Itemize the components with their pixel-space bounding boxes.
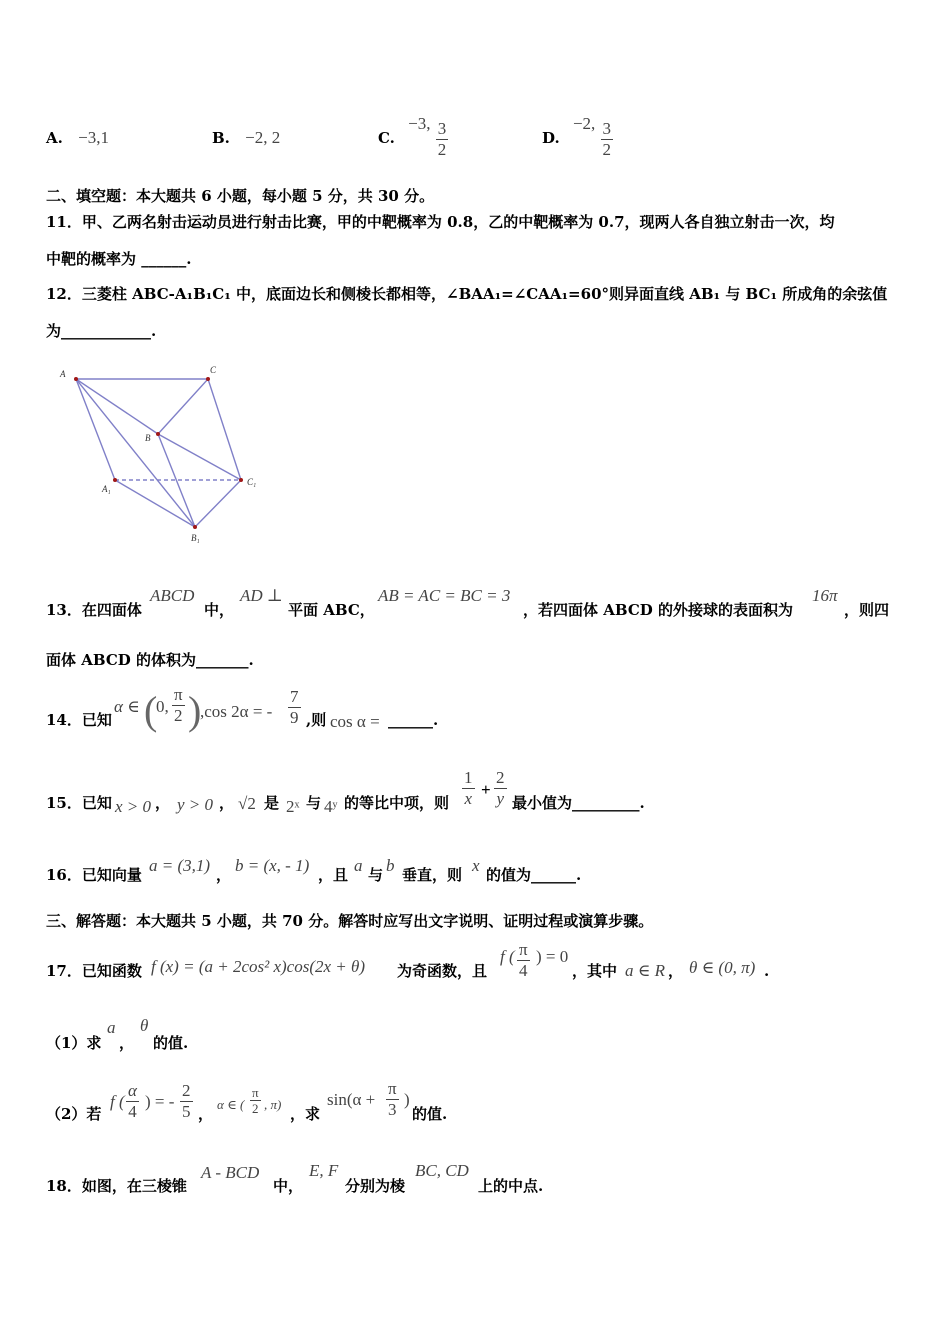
q15-p7: 最小值为_________. [512, 794, 645, 812]
q17-2-m6: ) [404, 1090, 410, 1109]
q13-p1: 13．在四面体 [46, 601, 142, 619]
q18-m1: A - BCD [201, 1163, 260, 1182]
choice-a-label: A. [46, 129, 63, 147]
q18-p3: 分别为棱 [345, 1177, 406, 1195]
label-B1: B₁ [191, 533, 200, 543]
edge-AA1 [76, 379, 115, 480]
q15-m5: 4ʸ [324, 797, 338, 816]
q14-m2: 0, [156, 697, 169, 716]
q17-2-m3: α ∈ ( [217, 1097, 245, 1112]
q13-m4: 16π [812, 586, 838, 605]
q18-m3: BC, CD [415, 1161, 469, 1180]
choice-b-label: B. [212, 129, 230, 147]
q11-line1: 11．甲、乙两名射击运动员进行射击比赛，甲的中靶概率为 0.8，乙的中靶概率为 0.7，现两人各自独立射击一次，均 [46, 213, 835, 231]
q15-p3: ， [219, 794, 235, 812]
label-C: C [210, 365, 217, 375]
section2-heading: 二、填空题：本大题共 6 小题，每小题 5 分，共 30 分。 [46, 187, 435, 205]
q14-paren-open: ( [144, 688, 158, 733]
edge-AB [76, 379, 158, 434]
label-B: B [145, 433, 151, 443]
vertex-A [74, 377, 78, 381]
edge-AB1 [76, 379, 195, 527]
q17-2-m2: ) = - [145, 1092, 175, 1111]
q17-m2: f ( [500, 947, 515, 966]
label-C1: C₁ [247, 477, 257, 487]
q17-2-p2: ， [198, 1105, 214, 1123]
choice-c [378, 104, 448, 160]
q17-2-m5: sin(α + [327, 1090, 376, 1109]
q17-1-m1: a [107, 1018, 116, 1037]
edge-BB1 [158, 434, 195, 527]
q18-p2: 中， [273, 1177, 304, 1195]
q16-m5: x [472, 856, 480, 875]
q13-p5: ，则四 [844, 601, 890, 619]
q16-p6: 的值为______. [486, 866, 582, 884]
choice-d-fraction: $\frac{3}{2}$ [602, 118, 612, 159]
q14-m3: ,cos 2α = - [200, 702, 273, 721]
q14-frac1: $\frac{\pi}{2}$ [174, 685, 183, 725]
q15-p5: 与 [306, 794, 322, 812]
q14-p3: ______. [388, 711, 439, 729]
q17-1-p3: 的值. [153, 1034, 189, 1052]
q16-p1: 16．已知向量 [46, 866, 142, 884]
q15-frac2: $\frac{2}{y}$ [496, 768, 505, 808]
q13-m3: AB = AC = BC = 3 [378, 586, 511, 605]
choice-b [212, 128, 280, 148]
q17-2-p3: ，求 [290, 1105, 321, 1123]
choice-a-value: −3,1 [78, 128, 109, 147]
edge-A1B1 [115, 480, 195, 527]
q17-2-frac2: $\frac{2}{5}$ [182, 1081, 191, 1121]
q17-2-p4: 的值. [412, 1105, 448, 1123]
q13-p3: 平面 ABC， [288, 601, 375, 619]
vertex-B1 [193, 525, 197, 529]
q17-2-frac4: $\frac{\pi}{3}$ [388, 1079, 397, 1119]
q16-p3: ，且 [318, 866, 349, 884]
q15-m1: x > 0 [115, 797, 152, 816]
q16-m1: a = (3,1) [149, 856, 211, 875]
q16-p5: 垂直，则 [402, 866, 463, 884]
q11-line2: 中靶的概率为 ______. [46, 250, 192, 268]
q14-paren-close: ) [188, 688, 202, 733]
q17-2-frac1: $\frac{\alpha}{4}$ [128, 1081, 137, 1121]
q15-p1: 15．已知 [46, 794, 112, 812]
q15-plus: + [481, 780, 491, 799]
q12-line1: 12．三菱柱 ABC-A₁B₁C₁ 中，底面边长和侧棱长都相等，∠BAA₁=∠CAA₁=60°则异面直线 AB₁ 与 BC₁ 所成角的余弦值 [46, 285, 888, 303]
q17-2-p1: （2）若 [46, 1105, 102, 1123]
q16-p2: ， [216, 866, 232, 884]
q17-m1: f (x) = (a + 2cos² x)cos(2x + θ) [151, 957, 366, 976]
q14-m1: α ∈ [114, 697, 140, 716]
choice-b-value: −2, 2 [245, 128, 281, 147]
q17-m4: a ∈ R [625, 961, 665, 980]
q13-m1: ABCD [150, 586, 195, 605]
choice-d-value: −2, [572, 114, 596, 133]
q18-p4: 上的中点. [478, 1177, 544, 1195]
q15-p4: 是 [264, 794, 280, 812]
q15-p6: 的等比中项，则 [344, 794, 450, 812]
q14-interval [144, 685, 202, 733]
q17-2-m4: , π) [264, 1097, 282, 1112]
prism-figure [55, 362, 275, 552]
choice-c-value: −3, [408, 114, 431, 133]
q17-p2: 为奇函数，且 [397, 962, 488, 980]
q16-m4: b [386, 856, 395, 875]
section3-heading: 三、解答题：本大题共 5 小题，共 70 分。解答时应写出文字说明、证明过程或演算步骤。 [46, 912, 654, 930]
choice-a [46, 128, 109, 148]
q17-m5: θ ∈ (0, π) [689, 958, 756, 977]
q15-m3: √2 [238, 794, 256, 813]
q17-frac1: $\frac{\pi}{4}$ [519, 940, 528, 980]
choice-c-fraction: $\frac{3}{2}$ [437, 118, 447, 159]
q18-m2: E, F [309, 1161, 339, 1180]
q17-1-p1: （1）求 [46, 1034, 102, 1052]
q13-m2: AD ⊥ [240, 586, 283, 605]
q15-p2: ， [155, 794, 171, 812]
q17-m3: ) = 0 [536, 947, 569, 966]
q17-2-m1: f ( [110, 1092, 125, 1111]
q16-m2: b = (x, - 1) [235, 856, 310, 875]
q17-p5: . [764, 962, 770, 980]
q14-m4: cos α = [330, 712, 380, 731]
q13-p2: 中， [204, 601, 235, 619]
edge-B1C1 [195, 480, 241, 527]
q17-1-m2: θ [140, 1016, 149, 1035]
q12-line2: 为____________. [46, 322, 157, 340]
q17-1-p2: ， [119, 1034, 135, 1052]
q15-m2: y > 0 [177, 795, 214, 814]
vertex-A1 [113, 478, 117, 482]
q16-m3: a [354, 856, 363, 875]
q14-frac2: $\frac{7}{9}$ [290, 687, 299, 727]
choice-d-label: D. [542, 129, 560, 147]
q14-p2: ,则 [306, 711, 327, 729]
choice-c-label: C. [378, 129, 395, 147]
label-A: A [60, 369, 66, 379]
vertex-C [206, 377, 210, 381]
q13-line2: 面体 ABCD 的体积为_______. [46, 651, 254, 669]
vertex-C1 [239, 478, 243, 482]
q17-p4: ， [668, 962, 684, 980]
q14-p1: 14．已知 [46, 711, 112, 729]
q17-2-frac3: $\frac{\pi}{2}$ [252, 1085, 259, 1116]
q17-p1: 17．已知函数 [46, 962, 142, 980]
q16-p4: 与 [368, 866, 384, 884]
q17-p3: ，其中 [572, 962, 618, 980]
choice-d [542, 104, 613, 160]
q15-frac1: $\frac{1}{x}$ [464, 768, 473, 808]
edge-BC [158, 379, 208, 434]
q13-p4: ，若四面体 ABCD 的外接球的表面积为 [523, 601, 793, 619]
vertex-B [156, 432, 160, 436]
q18-p1: 18．如图，在三棱锥 [46, 1177, 187, 1195]
label-A1: A₁ [102, 484, 111, 494]
q15-m4: 2ˣ [286, 797, 300, 816]
